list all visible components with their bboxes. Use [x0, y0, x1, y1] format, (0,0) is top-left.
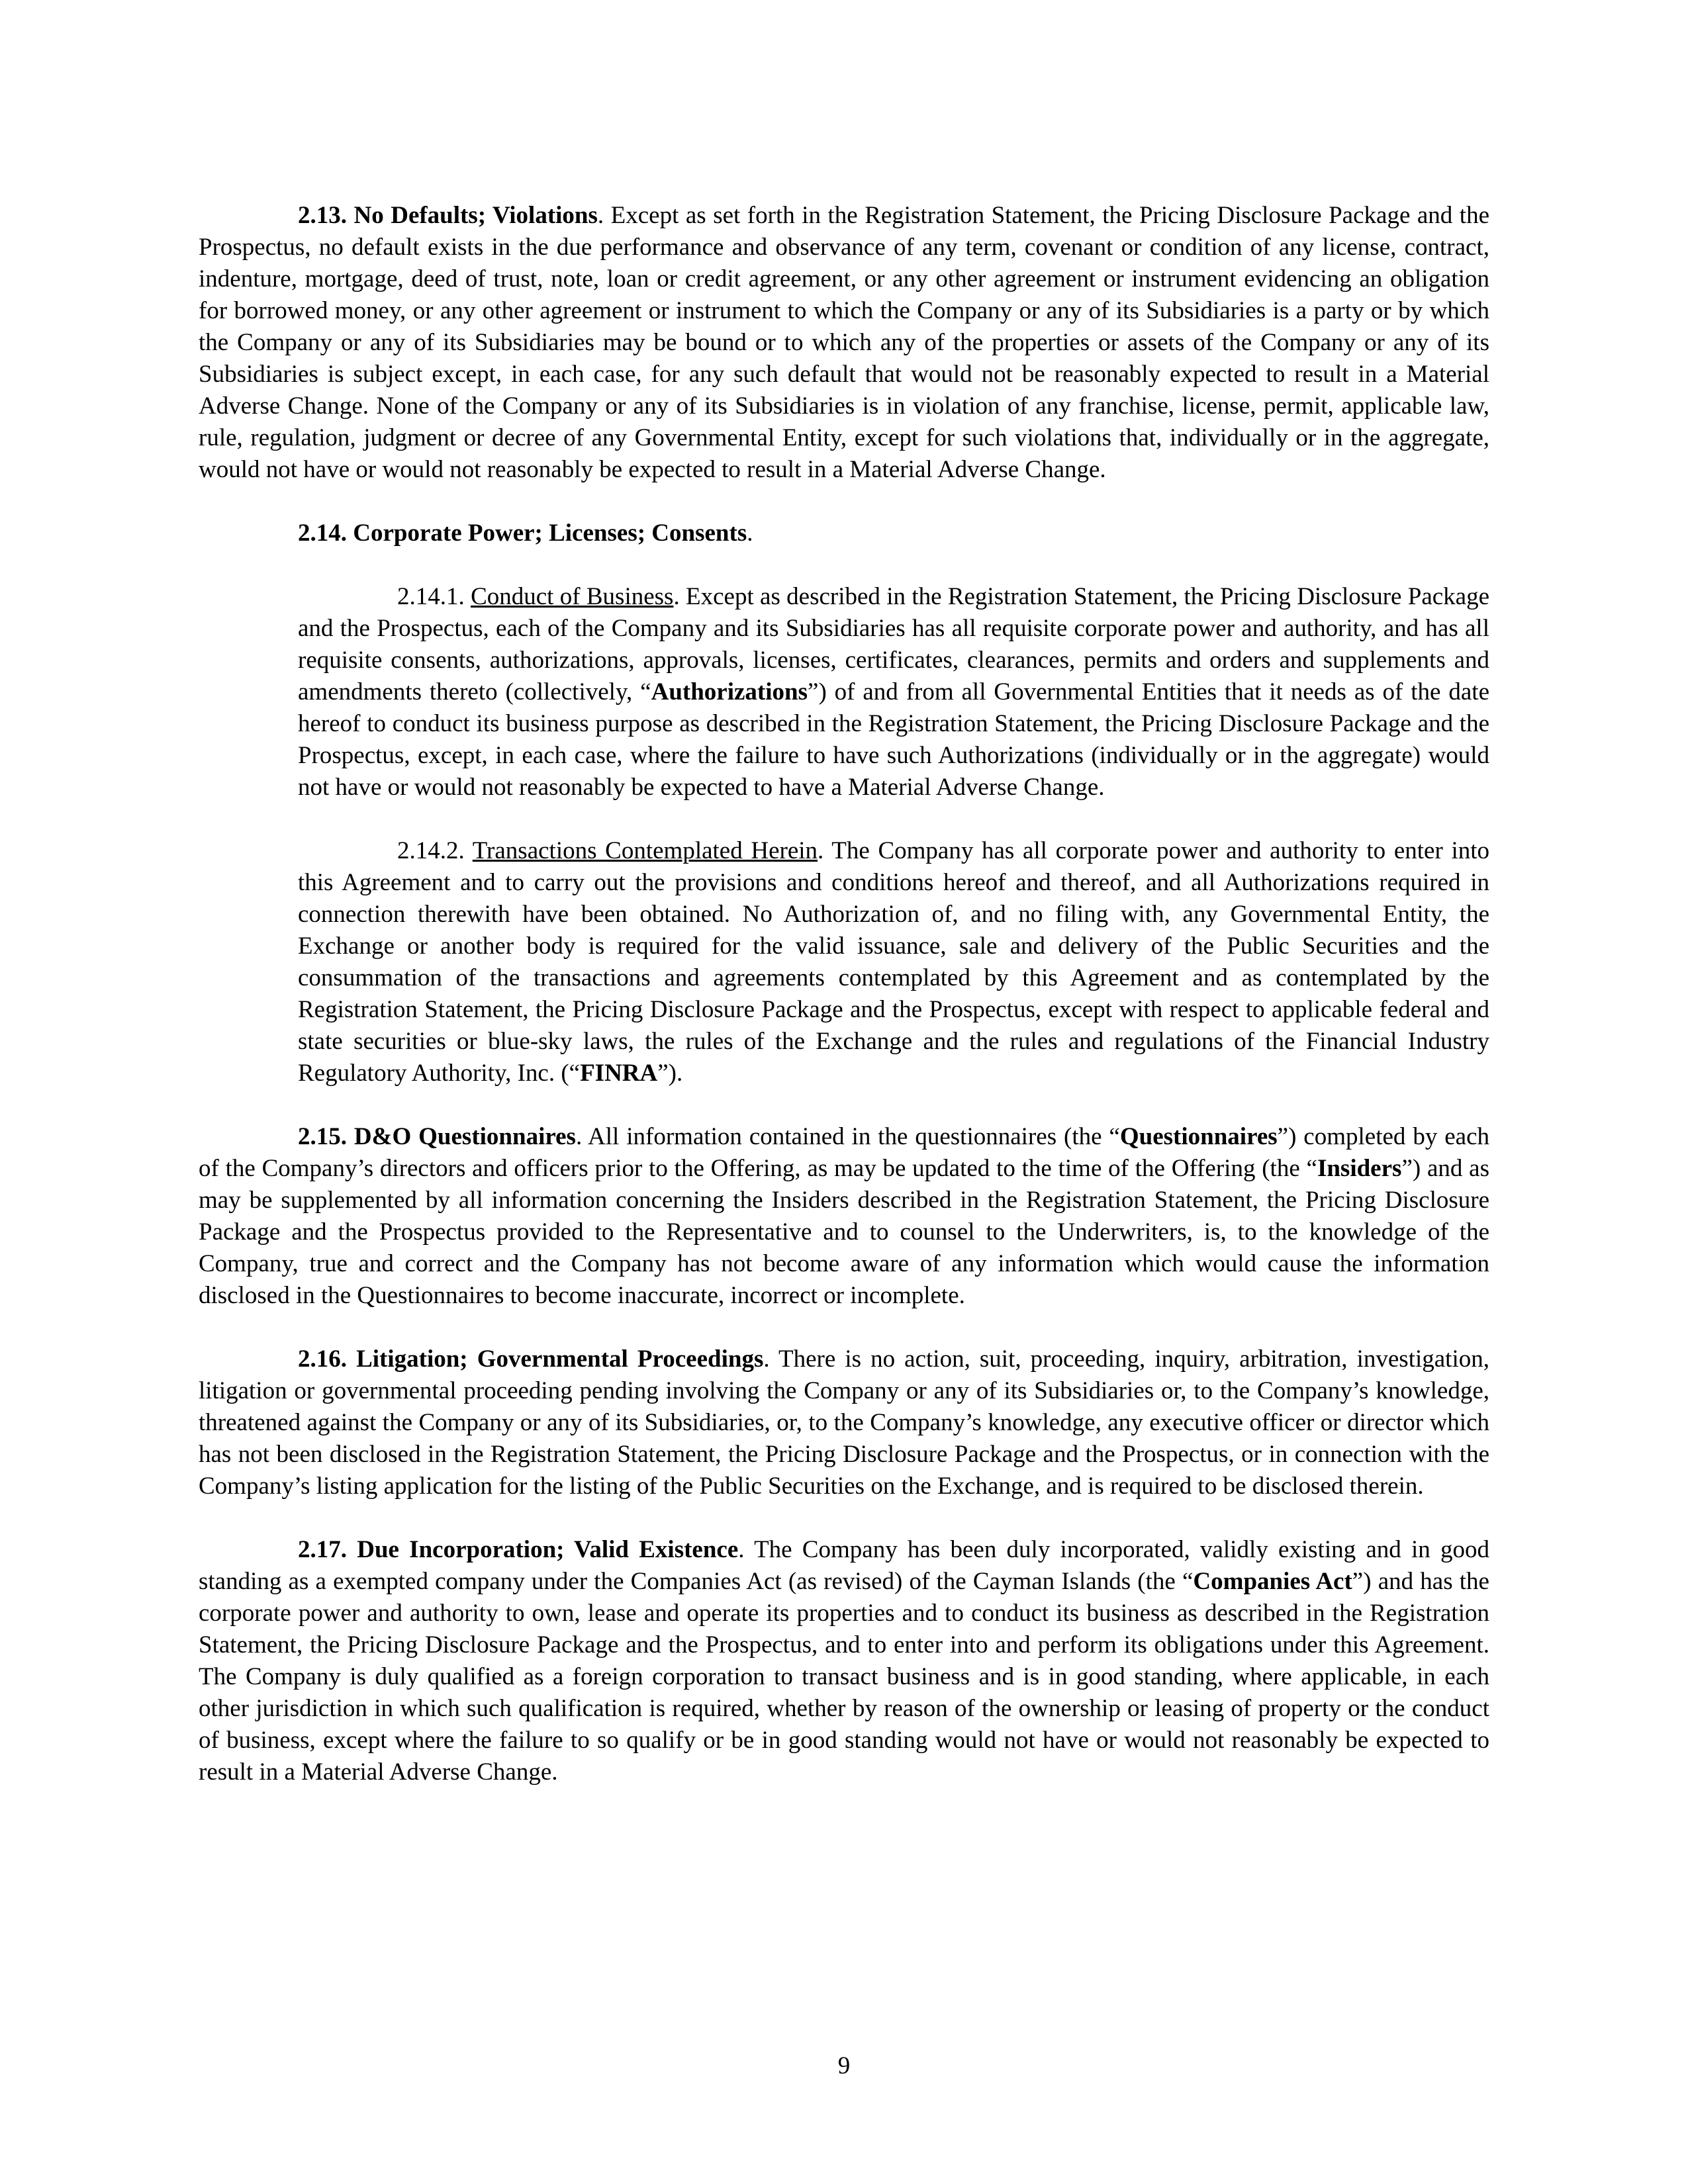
section-2-14-heading: 2.14. Corporate Power; Licenses; Consents — [298, 520, 747, 547]
section-2-17-heading: 2.17. Due Incorporation; Valid Existence — [298, 1536, 739, 1563]
section-2-14-1-title: Conduct of Business — [471, 583, 674, 610]
section-2-15-text-a: . All information contained in the questionnaires (the “ — [575, 1123, 1120, 1150]
section-2-14-2-number: 2.14.2. — [397, 837, 473, 864]
section-2-15-text-c: ”) and as may be supplemented by all information concerning the Insiders described in the Registration Statement, the Pricing Disclosure Package and the Prospectus provided to the Representative and to counsel to the Underwriters, is, to the knowledge of the Company, true and correct and the Company has not become aware of any information which would cause the information disclosed in the Questionnaires to become inaccurate, incorrect or incomplete. — [199, 1155, 1489, 1309]
defined-term-authorizations: Authorizations — [651, 678, 808, 705]
section-2-14-1-text-a: . Except as described in the Registration Statement, the Pricing Disclosure Package and the Prospectus, each of the Company and its Subsidiaries has all requisite corporate power and authority, and has all requisite consents, authorizations, approvals, licenses, certificates, clearances, permits and orders and supplements and amendments thereto (collectively, “ — [298, 583, 1490, 705]
section-2-14-1-text-b: ”) of and from all Governmental Entities that it needs as of the date hereof to conduct its business purpose as described in the Registration Statement, the Pricing Disclosure Package and the Prospectus, except, in each case, where the failure to have such Authorizations (individually or in the aggregate) would not have or would not reasonably be expected to have a Material Adverse Change. — [298, 678, 1489, 801]
document-page — [199, 200, 1489, 1788]
section-2-17-text-a: . The Company has been duly incorporated, validly existing and in good standing as a exempted company under the Companies Act (as revised) of the Cayman Islands (the “ — [199, 1536, 1490, 1595]
section-2-16-text: . There is no action, suit, proceeding, inquiry, arbitration, investigation, litigation or governmental proceeding pending involving the Company or any of its Subsidiaries or, to the Company’s knowledge, threatened against the Company or any of its Subsidiaries, or, to the Company’s knowledge, any executive officer or director which has not been disclosed in the Registration Statement, the Pricing Disclosure Package and the Prospectus, or in connection with the Company’s listing application for the listing of the Public Securities on the Exchange, and is required to be disclosed therein. — [199, 1345, 1489, 1500]
section-2-13-heading: 2.13. No Defaults; Violations — [298, 202, 598, 229]
section-2-17-text-b: ”) and has the corporate power and authority to own, lease and operate its properties and to conduct its business as described in the Registration Statement, the Pricing Disclosure Package and the Prospectus, and to enter into and perform its obligations under this Agreement. The Company is duly qualified as a foreign corporation to transact business and is in good standing, where applicable, in each other jurisdiction in which such qualification is required, whether by reason of the ownership or leasing of property or the conduct of business, except where the failure to so qualify or be in good standing would not have or would not reasonably be expected to result in a Material Adverse Change. — [199, 1568, 1489, 1786]
section-2-15 — [199, 1121, 1489, 1312]
section-2-14-2-title: Transactions Contemplated Herein — [472, 837, 818, 864]
page-number: 9 — [837, 2052, 851, 2079]
section-2-15-text-b: ”) completed by each of the Company’s directors and officers prior to the Offering, as may be updated to the time of the Offering (the “ — [199, 1123, 1489, 1182]
section-2-16 — [199, 1343, 1489, 1502]
section-2-14-1-number: 2.14.1. — [397, 583, 471, 610]
defined-term-questionnaires: Questionnaires — [1119, 1123, 1278, 1150]
defined-term-insiders: Insiders — [1317, 1155, 1402, 1182]
section-2-16-heading: 2.16. Litigation; Governmental Proceedings — [298, 1345, 764, 1373]
section-2-14-2-text-b: ”). — [657, 1060, 683, 1087]
section-2-14-heading-end: . — [747, 520, 753, 547]
section-2-14-2 — [298, 835, 1489, 1089]
section-2-14-2-text-a: . The Company has all corporate power and authority to enter into this Agreement and to carry out the provisions and conditions hereof and thereof, and all Authorizations required in connection therewith have been obtained. No Authorization of, and no filing with, any Governmental Entity, the Exchange or another body is required for the valid issuance, sale and delivery of the Public Securities and the consummation of the transactions and agreements contemplated by this Agreement and as contemplated by the Registration Statement, the Pricing Disclosure Package and the Prospectus, except with respect to applicable federal and state securities or blue-sky laws, the rules of the Exchange and the rules and regulations of the Financial Industry Regulatory Authority, Inc. (“ — [298, 837, 1489, 1087]
section-2-14-1 — [298, 581, 1489, 803]
section-2-13-text: . Except as set forth in the Registration Statement, the Pricing Disclosure Package and the Prospectus, no default exists in the due performance and observance of any term, covenant or condition of any license, contract, indenture, mortgage, deed of trust, note, loan or credit agreement, or any other agreement or instrument evidencing an obligation for borrowed money, or any other agreement or instrument to which the Company or any of its Subsidiaries is a party or by which the Company or any of its Subsidiaries may be bound or to which any of the properties or assets of the Company or any of its Subsidiaries is subject except, in each case, for any such default that would not be reasonably expected to result in a Material Adverse Change. None of the Company or any of its Subsidiaries is in violation of any franchise, license, permit, applicable law, rule, regulation, judgment or decree of any Governmental Entity, except for such violations that, individually or in the aggregate, would not have or would not reasonably be expected to result in a Material Adverse Change. — [199, 202, 1489, 483]
section-2-14 — [199, 518, 1489, 549]
defined-term-finra: FINRA — [580, 1060, 658, 1087]
section-2-17 — [199, 1534, 1489, 1788]
section-2-15-heading: 2.15. D&O Questionnaires — [298, 1123, 576, 1150]
defined-term-companies-act: Companies Act — [1193, 1568, 1352, 1595]
section-2-13 — [199, 200, 1489, 486]
